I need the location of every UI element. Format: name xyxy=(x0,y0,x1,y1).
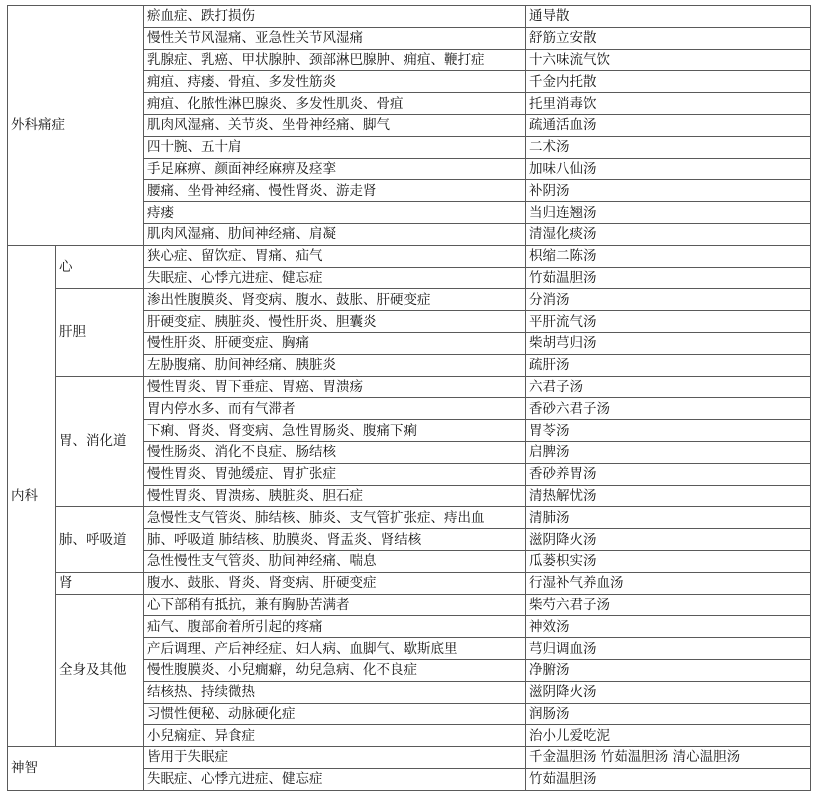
symptom-cell: 渗出性腹膜炎、肾变病、腹水、鼓胀、肝硬变症 xyxy=(144,289,526,311)
symptom-cell: 痈疽、化脓性淋巴腺炎、多发性肌炎、骨疽 xyxy=(144,93,526,115)
symptom-cell: 瘀血症、跌打损伤 xyxy=(144,6,526,28)
symptom-cell: 腰痛、坐骨神经痛、慢性肾炎、游走肾 xyxy=(144,180,526,202)
formula-cell: 分消汤 xyxy=(526,289,811,311)
table-row xyxy=(8,245,811,267)
formula-cell: 千金温胆汤 竹茹温胆汤 清心温胆汤 xyxy=(526,747,811,769)
formula-cell: 竹茹温胆汤 xyxy=(526,768,811,790)
formula-cell: 竹茹温胆汤 xyxy=(526,267,811,289)
symptom-cell: 皆用于失眠症 xyxy=(144,747,526,769)
formula-cell: 清湿化痰汤 xyxy=(526,223,811,245)
table-row xyxy=(8,376,811,398)
symptom-cell: 手足麻痹、颜面神经麻痹及痉挛 xyxy=(144,158,526,180)
category-cell: 内科 xyxy=(8,245,56,746)
symptom-cell: 习惯性便秘、动脉硬化症 xyxy=(144,703,526,725)
formula-cell: 香砂养胃汤 xyxy=(526,463,811,485)
symptom-cell: 痈疽、痔瘘、骨疽、多发性筋炎 xyxy=(144,71,526,93)
formula-cell: 清肺汤 xyxy=(526,507,811,529)
symptom-cell: 产后调理、产后神经症、妇人病、血脚气、歇斯底里 xyxy=(144,638,526,660)
symptom-cell: 慢性肠炎、消化不良症、肠结核 xyxy=(144,441,526,463)
formula-cell: 六君子汤 xyxy=(526,376,811,398)
formula-cell: 滋阴降火汤 xyxy=(526,529,811,551)
category-cell: 外科痛症 xyxy=(8,6,144,246)
subcategory-cell: 全身及其他 xyxy=(56,594,144,747)
formula-cell: 芎归调血汤 xyxy=(526,638,811,660)
table-body xyxy=(8,6,811,791)
formula-cell: 舒筋立安散 xyxy=(526,27,811,49)
formula-cell: 神效汤 xyxy=(526,616,811,638)
subcategory-cell: 心 xyxy=(56,245,144,289)
symptom-cell: 结核热、持续微热 xyxy=(144,681,526,703)
formula-cell: 治小儿爱吃泥 xyxy=(526,725,811,747)
symptom-cell: 肝硬变症、胰脏炎、慢性肝炎、胆囊炎 xyxy=(144,311,526,333)
table-row xyxy=(8,594,811,616)
formula-cell: 千金内托散 xyxy=(526,71,811,93)
formula-cell: 润肠汤 xyxy=(526,703,811,725)
formula-cell: 疏通活血汤 xyxy=(526,114,811,136)
formula-cell: 二术汤 xyxy=(526,136,811,158)
symptom-cell: 小兒痫症、异食症 xyxy=(144,725,526,747)
symptom-cell: 慢性关节风湿痛、亚急性关节风湿痛 xyxy=(144,27,526,49)
formula-cell: 香砂六君子汤 xyxy=(526,398,811,420)
symptom-cell: 痔瘘 xyxy=(144,202,526,224)
formula-cell: 柴胡芎归汤 xyxy=(526,332,811,354)
formula-cell: 通导散 xyxy=(526,6,811,28)
symptom-cell: 疝气、腹部俞着所引起的疼痛 xyxy=(144,616,526,638)
symptom-cell: 急慢性支气管炎、肺结核、肺炎、支气管扩张症、痔出血 xyxy=(144,507,526,529)
formula-cell: 十六味流气饮 xyxy=(526,49,811,71)
formula-cell: 托里消毒饮 xyxy=(526,93,811,115)
formula-cell: 行湿补气养血汤 xyxy=(526,572,811,594)
formula-cell: 疏肝汤 xyxy=(526,354,811,376)
symptom-cell: 慢性腹膜炎、小兒癇癖，幼兒急病、化不良症 xyxy=(144,659,526,681)
symptom-cell: 心下部稍有抵抗，兼有胸胁苦满者 xyxy=(144,594,526,616)
symptom-cell: 肺、呼吸道 肺结核、肋膜炎、肾盂炎、肾结核 xyxy=(144,529,526,551)
symptom-cell: 失眠症、心悸亢进症、健忘症 xyxy=(144,768,526,790)
symptom-cell: 左胁腹痛、肋间神经痛、胰脏炎 xyxy=(144,354,526,376)
formula-cell: 瓜蒌枳实汤 xyxy=(526,550,811,572)
formula-cell: 平肝流气汤 xyxy=(526,311,811,333)
formula-cell: 滋阴降火汤 xyxy=(526,681,811,703)
subcategory-cell: 胃、消化道 xyxy=(56,376,144,507)
symptom-cell: 腹水、鼓胀、肾炎、肾变病、肝硬变症 xyxy=(144,572,526,594)
symptom-cell: 慢性胃炎、胃弛缓症、胃扩张症 xyxy=(144,463,526,485)
table-row xyxy=(8,507,811,529)
formula-table xyxy=(7,5,811,791)
symptom-cell: 肌肉风湿痛、肋间神经痛、肩凝 xyxy=(144,223,526,245)
symptom-cell: 肌肉风湿痛、关节炎、坐骨神经痛、脚气 xyxy=(144,114,526,136)
formula-cell: 柴芍六君子汤 xyxy=(526,594,811,616)
category-cell: 神智 xyxy=(8,747,144,791)
table-row xyxy=(8,289,811,311)
formula-cell: 加味八仙汤 xyxy=(526,158,811,180)
symptom-cell: 狭心症、留饮症、胃痛、疝气 xyxy=(144,245,526,267)
formula-cell: 胃苓汤 xyxy=(526,420,811,442)
symptom-cell: 失眠症、心悸亢进症、健忘症 xyxy=(144,267,526,289)
symptom-cell: 下痢、肾炎、肾变病、急性胃肠炎、腹痛下痢 xyxy=(144,420,526,442)
symptom-cell: 慢性肝炎、肝硬变症、胸痛 xyxy=(144,332,526,354)
subcategory-cell: 肺、呼吸道 xyxy=(56,507,144,572)
formula-cell: 补阴汤 xyxy=(526,180,811,202)
symptom-cell: 四十腕、五十肩 xyxy=(144,136,526,158)
formula-cell: 当归连翘汤 xyxy=(526,202,811,224)
formula-cell: 枳缩二陈汤 xyxy=(526,245,811,267)
formula-cell: 清热解忧汤 xyxy=(526,485,811,507)
table-row xyxy=(8,747,811,769)
formula-cell: 净腑汤 xyxy=(526,659,811,681)
formula-cell: 启脾汤 xyxy=(526,441,811,463)
table-row xyxy=(8,572,811,594)
table-row xyxy=(8,6,811,28)
subcategory-cell: 肝胆 xyxy=(56,289,144,376)
symptom-cell: 急性慢性支气管炎、肋间神经痛、喘息 xyxy=(144,550,526,572)
symptom-cell: 慢性胃炎、胃下垂症、胃癌、胃溃疡 xyxy=(144,376,526,398)
symptom-cell: 胃内停水多、而有气滞者 xyxy=(144,398,526,420)
subcategory-cell: 肾 xyxy=(56,572,144,594)
symptom-cell: 乳腺症、乳癌、甲状腺肿、颈部淋巴腺肿、痈疽、鞭打症 xyxy=(144,49,526,71)
symptom-cell: 慢性胃炎、胃溃疡、胰脏炎、胆石症 xyxy=(144,485,526,507)
